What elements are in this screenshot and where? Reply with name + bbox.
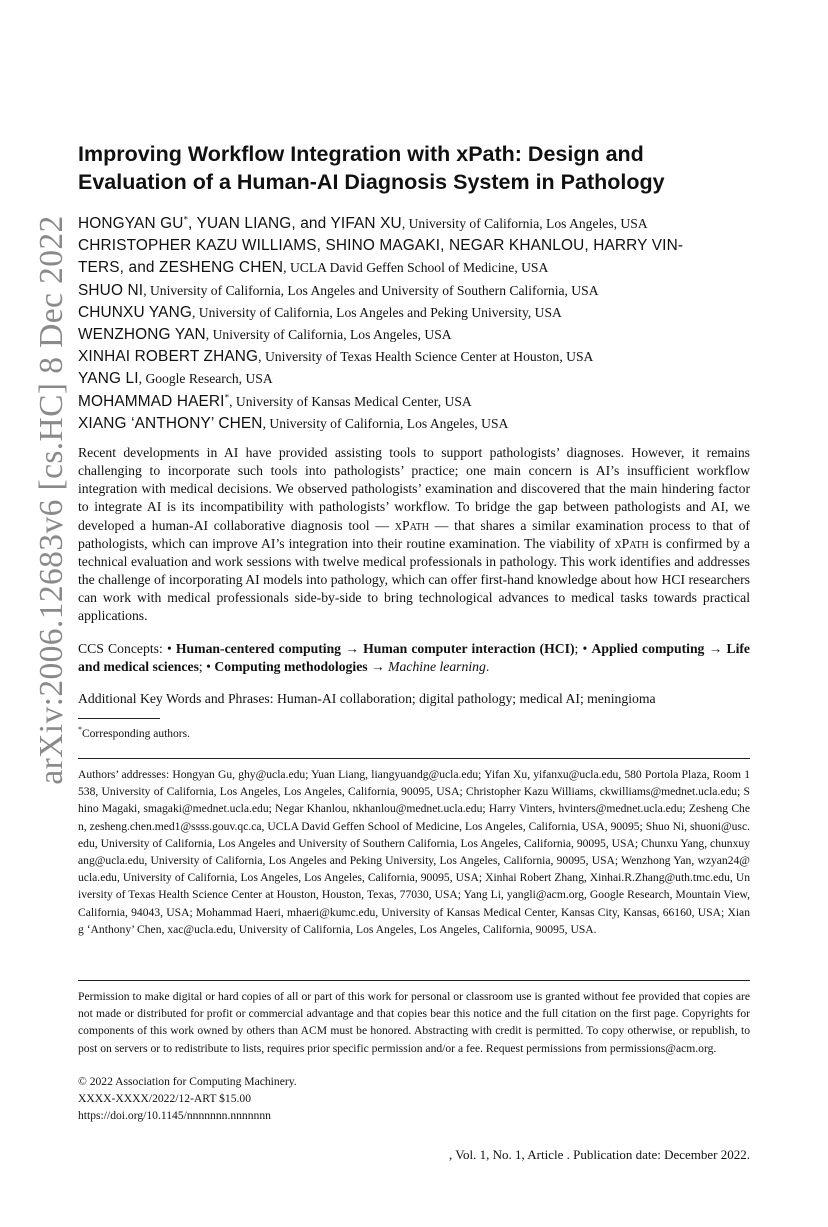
ccs-term: Computing methodologies [214,659,368,675]
footnote [78,727,750,742]
ccs-arrow: → [341,641,364,656]
arxiv-stamp: arXiv:2006.12683v6 [cs.HC] 8 Dec 2022 [33,215,70,785]
author-names: XINHAI ROBERT ZHANG [78,348,259,366]
running-footer: , Vol. 1, No. 1, Article . Publication date: December 2022. [449,1147,750,1162]
author-names: SHUO NI [78,281,144,299]
author-affiliation: , University of California, Los Angeles, USA [205,327,452,343]
author-line [78,302,750,324]
isbn-line: XXXX-XXXX/2022/12-ART $15.00 [78,1092,251,1106]
author-names: XIANG ‘ANTHONY’ CHEN [78,414,263,432]
ccs-term: Human-centered computing [175,641,342,656]
author-affiliation: , University of California, Los Angeles and University of Southern California, USA [143,282,599,298]
author-affiliation: , University of Kansas Medical Center, USA [229,393,472,409]
abstract-text: is confirmed by a technical evaluation and work sessions with twelve medical professionals in pathology. This work identifies and addresses the challenge of incorporating AI models into pathology, which can offer first-hand knowledge about how HCI researchers can work with medical professionals side-by-side to bring technological advances to medical tasks towards practical applications. [78,535,751,624]
author-names: WENZHONG YAN [78,326,206,344]
author-addresses: Authors’ addresses: Hongyan Gu, ghy@ucla.edu; Yuan Liang, liangyuandg@ucla.edu; Yifan Xu, yifanxu@ucla.edu, 580 Portola Plaza, Room 1538, University of California, Los Angeles, Los Angeles, California, 90095, USA; Christopher Kazu Williams, ckwilliams@mednet.ucla.edu; Shino Magaki, smagaki@mednet.ucla.edu; Negar Khanlou, nkhanlou@mednet.ucla.edu; Harry Vinters, hvinters@mednet.ucla.edu; Zesheng Chen, zesheng.chen.med1@ssss.gouv.qc.ca, UCLA David Geffen School of Medicine, Los Angeles, California, USA, 90095; Shuo Ni, shuoni@usc.edu, University of California, Los Angeles and University of Southern California, Los Angeles, California, 90095, USA; Chunxu Yang, chunxuyang@ucla.edu, University of California, Los Angeles and Peking University, Los Angeles, California, 90095, USA; Wenzhong Yan, wzyan24@ucla.edu, University of California, Los Angeles, Los Angeles, California, 90095, USA; Xinhai Robert Zhang, Xinhai.R.Zhang@uth.tmc.edu, University of Texas Health Science Center at Houston, Houston, Texas, 77030, USA; Yang Li, yangli@acm.org, Google Research, Mountain View, California, 94043, USA; Mohammad Haeri, mhaeri@kumc.edu, University of Kansas Medical Center, Kansas City, Kansas, 66160, USA; Xiang ‘Anthony’ Chen, xac@ucla.edu, University of California, Los Angeles, Los Angeles, California, 90095, USA. [78,768,750,936]
author-line [78,324,750,346]
author-line [78,368,750,390]
copyright-line: © 2022 Association for Computing Machinery. [78,1075,297,1088]
system-name: xPath [614,535,649,551]
author-names: CHUNXU YANG [78,303,192,321]
ccs-separator: ; • [198,659,215,675]
author-affiliation: , University of Texas Health Science Center at Houston, USA [258,349,594,365]
ccs-label: CCS Concepts: • [78,641,176,656]
ccs-concepts [78,640,750,676]
author-names: , YUAN LIANG, and YIFAN XU [188,215,402,232]
ccs-term: Life and medical sciences [78,641,751,675]
addresses-rule [78,758,750,759]
ccs-arrow: → [367,659,389,675]
ccs-arrow: → [704,641,727,656]
abstract-text: Recent developments in AI have provided assisting tools to support pathologists’ diagnoses. However, it remains challenging to incorporate such tools into pathologists’ practice; one main concern is AI’s insufficient workflow integration with medical decisions. We observed pathologists’ examination and discovered that the main hindering factor to integrate AI is its incompatibility with pathologists’ workflow. To bridge the gap between pathologists and AI, we developed a human-AI collaborative diagnosis tool — [78,445,750,533]
footnote-rule [78,718,160,719]
ccs-term: Applied computing [591,641,705,656]
author-names: YANG LI [78,370,139,388]
author-affiliation: , University of California, Los Angeles, USA [401,216,648,231]
ccs-term: Human computer interaction (HCI) [363,641,575,656]
author-affiliation: , University of California, Los Angeles, USA [262,415,509,431]
footnote-mark: * [78,725,82,735]
corresponding-mark: * [183,214,189,225]
permission-notice: Permission to make digital or hard copies of all or part of this work for personal or classroom use is granted without fee provided that copies are not made or distributed for profit or commercial advantage and that copies bear this notice and the full citation on the first page. Copyrights for components of this work owned by others than ACM must be honored. Abstracting with credit is permitted. To copy otherwise, or republish, to post on servers or to redistribute to lists, requires prior specific permission and/or a fee. Request permissions from permissions@acm.org. [78,990,750,1055]
author-line [78,391,750,413]
author-line [78,257,750,279]
corresponding-mark: * [224,391,230,402]
author-affiliation: , Google Research, USA [138,371,273,387]
author-names: CHRISTOPHER KAZU WILLIAMS, SHINO MAGAKI, NEGAR KHANLOU, HARRY VIN- [78,237,684,255]
author-affiliation: , University of California, Los Angeles and Peking University, USA [191,304,562,320]
system-name: xPath [394,517,430,533]
author-names: HONGYAN GU [78,215,184,232]
ccs-separator: ; • [574,641,592,656]
author-block [78,213,750,435]
author-line [78,346,750,368]
author-affiliation: , UCLA David Geffen School of Medicine, USA [283,260,549,276]
permission-rule [78,980,750,981]
abstract-text: — that shares a similar examination process to that of pathologists, which can improve AI’s integration into their routine examination. The viability of [78,517,750,551]
author-line [78,413,750,435]
keywords: Additional Key Words and Phrases: Human-AI collaboration; digital pathology; medical AI; meningioma [78,691,656,706]
author-names: TERS, and ZESHENG CHEN [78,259,284,277]
footnote-text: Corresponding authors. [82,728,190,740]
doi-link[interactable]: https://doi.org/10.1145/nnnnnnn.nnnnnnn [78,1109,271,1123]
paper-title: Improving Workflow Integration with xPath: Design and Evaluation of a Human-AI Diagnosis System in Pathology [78,142,665,194]
ccs-term-italic: Machine learning [388,659,486,675]
author-line [78,235,750,257]
abstract [78,444,750,626]
author-names: MOHAMMAD HAERI [78,392,225,410]
author-line [78,280,750,302]
ccs-end: . [485,659,490,675]
author-line [78,213,750,235]
copyright-block [78,1073,750,1125]
